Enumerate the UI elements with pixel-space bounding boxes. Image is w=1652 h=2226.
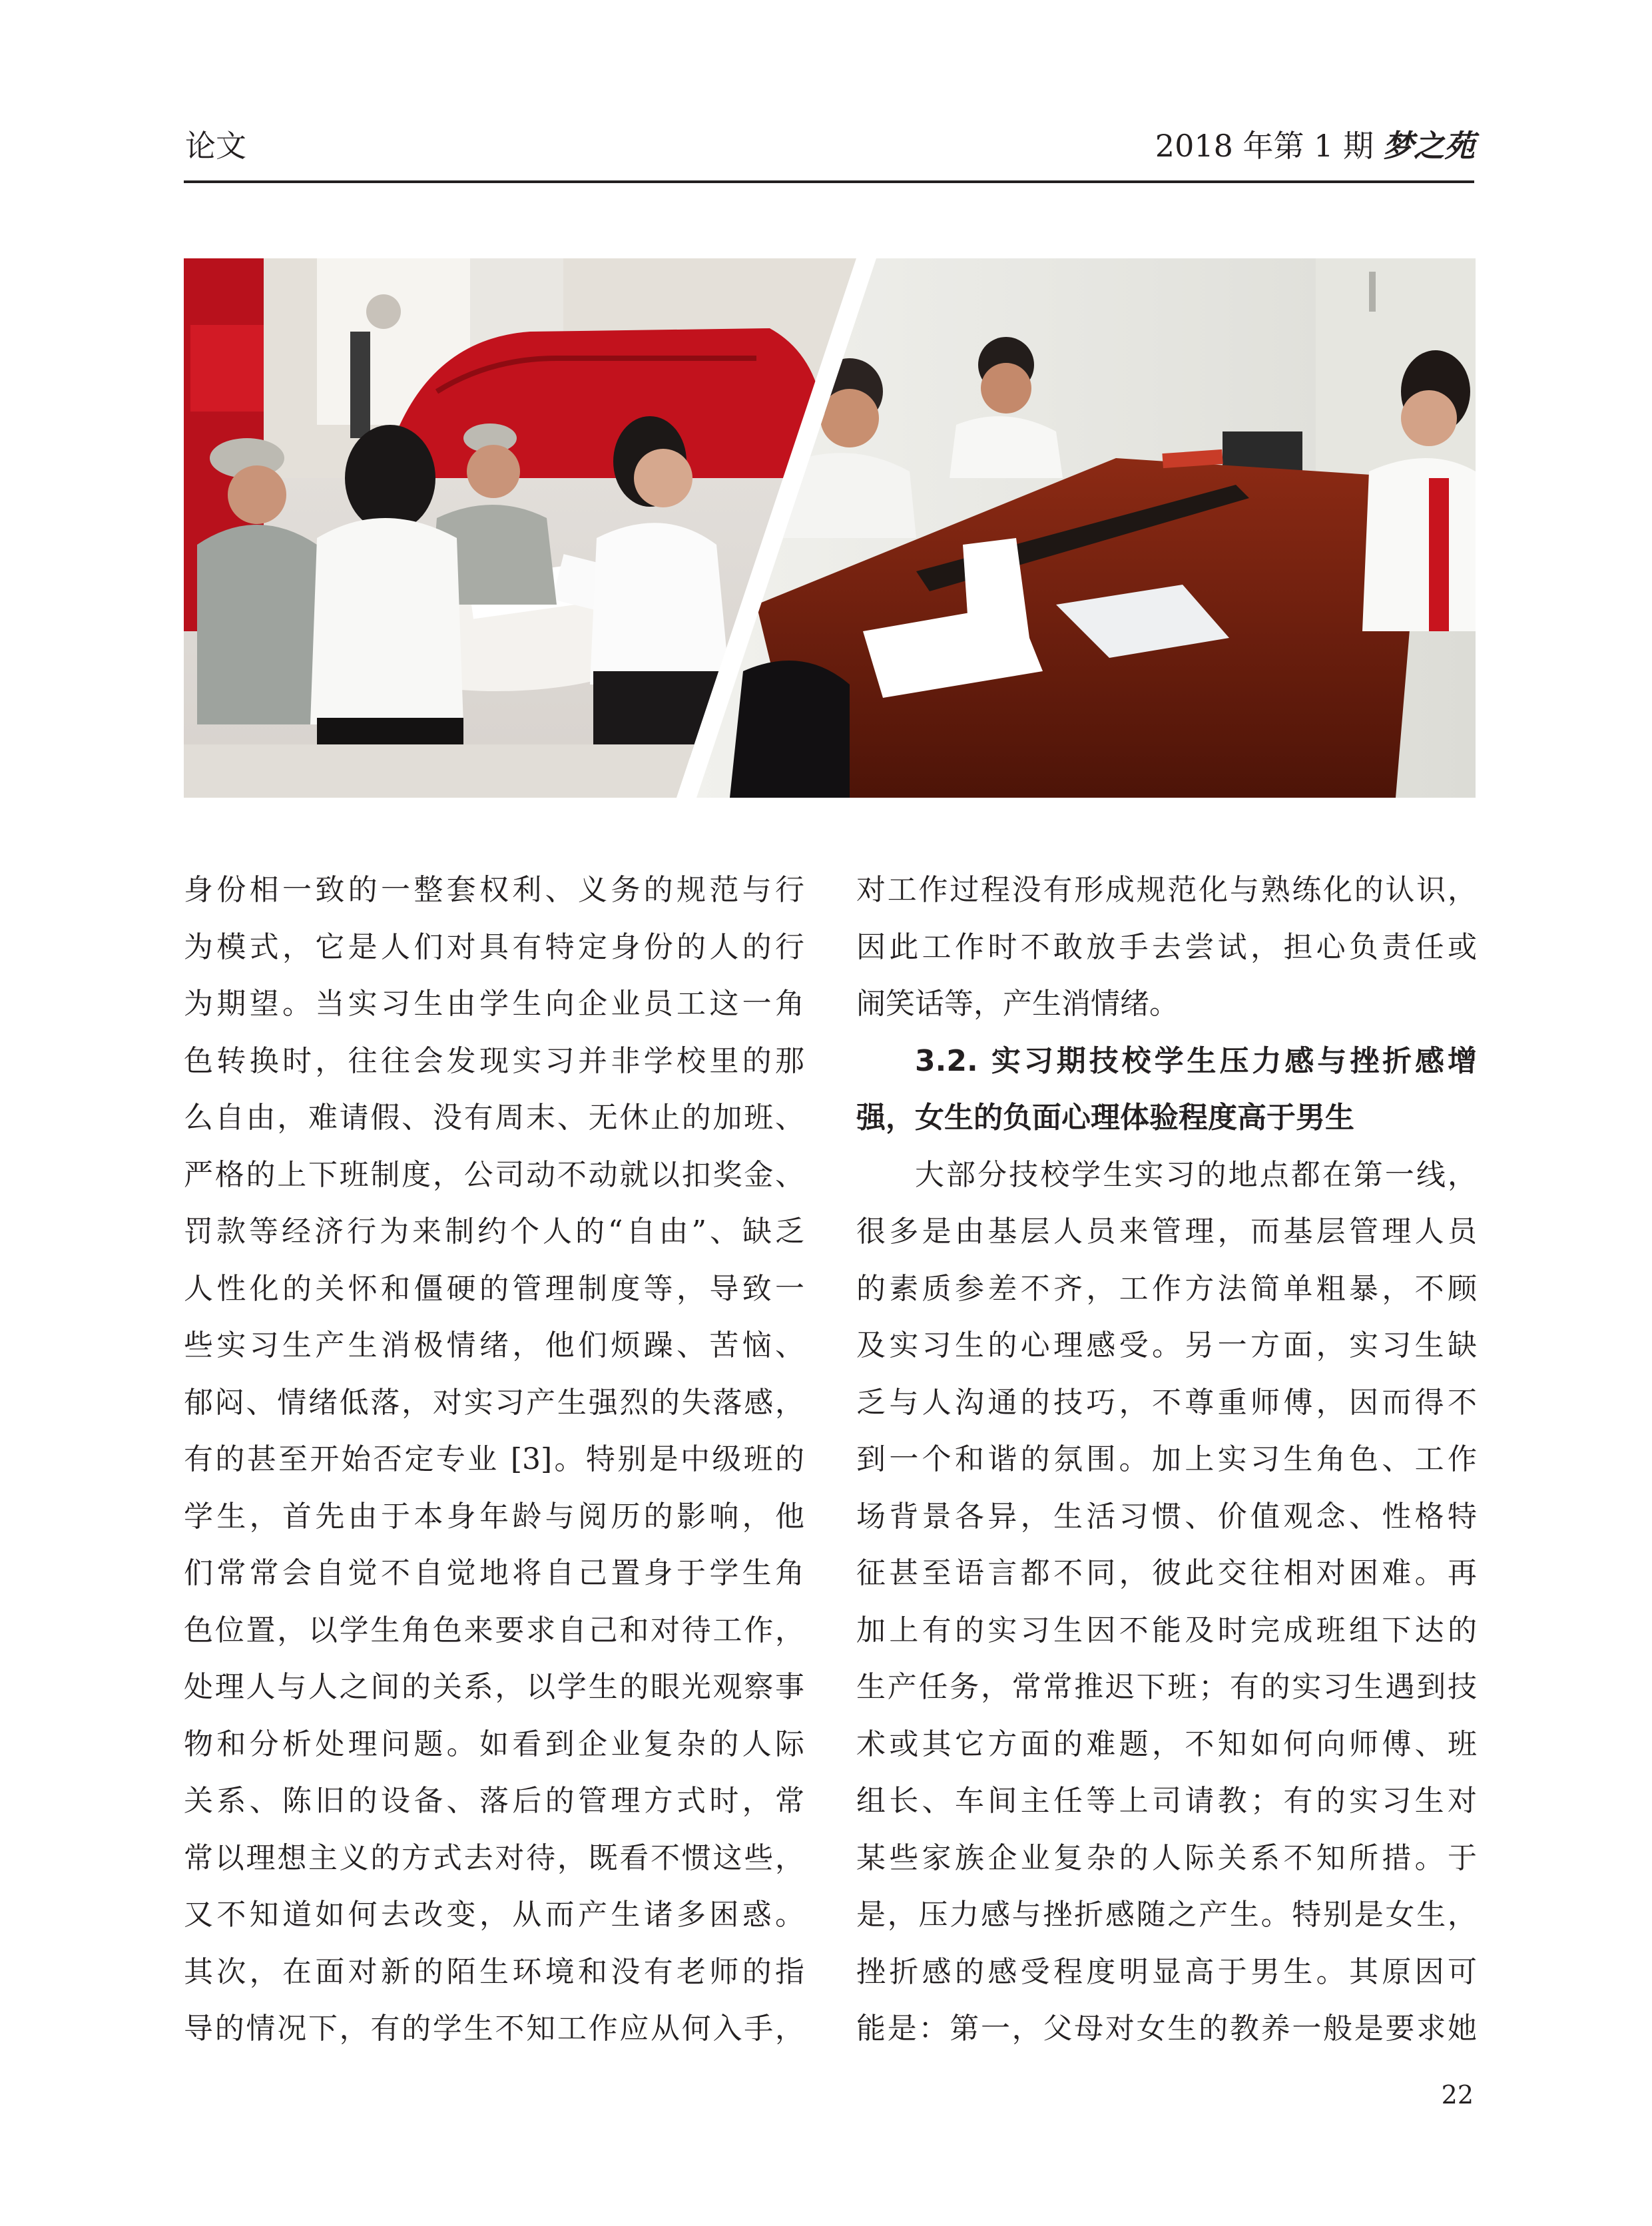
text-line: 很多是由基层人员来管理，而基层管理人员 [856, 1215, 1477, 1249]
text-line: 色位置，以学生角色来要求自己和对待工作， [184, 1613, 804, 1647]
text-line: 为模式，它是人们对具有特定身份的人的行 [184, 930, 804, 964]
text-line: 罚款等经济行为来制约个人的“自由”、缺乏 [184, 1215, 804, 1249]
text-line: 加上有的实习生因不能及时完成班组下达的 [856, 1613, 1477, 1647]
text-line: 色转换时，往往会发现实习并非学校里的那 [184, 1043, 804, 1078]
text-line: 能是：第一，父母对女生的教养一般是要求她 [856, 2012, 1477, 2046]
text-line: 到一个和谐的氛围。加上实习生角色、工作 [856, 1442, 1477, 1476]
left-column [184, 862, 804, 2058]
text-line: 乏与人沟通的技巧，不尊重师傅，因而得不 [856, 1385, 1477, 1420]
text-line: 身份相一致的一整套权利、义务的规范与行 [184, 873, 804, 907]
text-line: 关系、陈旧的设备、落后的管理方式时，常 [184, 1784, 804, 1818]
text-line: 术或其它方面的难题，不知如何向师傅、班 [856, 1727, 1477, 1761]
text-line: 么自由，难请假、没有周末、无休止的加班、 [184, 1101, 804, 1135]
magazine-logo: 梦之苑 [1383, 128, 1475, 164]
text-line: 处理人与人之间的关系，以学生的眼光观察事 [184, 1670, 804, 1704]
text-line: 学生，首先由于本身年龄与阅历的影响，他 [184, 1499, 804, 1533]
text-line: 是，压力感与挫折感随之产生。特别是女生， [856, 1898, 1477, 1932]
section-heading: 3.2. 实习期技校学生压力感与挫折感增 [915, 1043, 1477, 1078]
text-line: 些实习生产生消极情绪，他们烦躁、苦恼、 [184, 1328, 804, 1362]
text-line: 生产任务，常常推迟下班；有的实习生遇到技 [856, 1670, 1477, 1704]
text-line: 征甚至语言都不同，彼此交往相对困难。再 [856, 1556, 1477, 1590]
text-line: 大部分技校学生实习的地点都在第一线， [915, 1157, 1477, 1192]
text-line: 严格的上下班制度，公司动不动就以扣奖金、 [184, 1157, 804, 1192]
text-line: 又不知道如何去改变，从而产生诸多困惑。 [184, 1898, 804, 1932]
text-line: 有的甚至开始否定专业 [3]。特别是中级班的 [184, 1442, 804, 1476]
text-line: 郁闷、情绪低落，对实习产生强烈的失落感， [184, 1385, 804, 1420]
right-column [856, 862, 1477, 2058]
text-line: 们常常会自觉不自觉地将自己置身于学生角 [184, 1556, 804, 1590]
text-line: 常以理想主义的方式去对待，既看不惯这些， [184, 1840, 804, 1875]
text-line: 场背景各异，生活习惯、价值观念、性格特 [856, 1499, 1477, 1533]
page-number: 22 [1441, 2080, 1474, 2109]
section-heading: 强，女生的负面心理体验程度高于男生 [856, 1101, 1354, 1135]
header-issue [1155, 128, 1475, 164]
text-line: 某些家族企业复杂的人际关系不知所措。于 [856, 1840, 1477, 1875]
text-line: 因此工作时不敢放手去尝试，担心负责任或 [856, 930, 1477, 964]
issue-label: 2018 年第 1 期 [1155, 128, 1374, 164]
text-line: 其次，在面对新的陌生环境和没有老师的指 [184, 1954, 804, 1989]
text-line: 挫折感的感受程度明显高于男生。其原因可 [856, 1954, 1477, 1989]
text-line: 人性化的关怀和僵硬的管理制度等，导致一 [184, 1271, 804, 1306]
text-line: 为期望。当实习生由学生向企业员工这一角 [184, 987, 804, 1021]
text-line: 组长、车间主任等上司请教；有的实习生对 [856, 1784, 1477, 1818]
text-line: 对工作过程没有形成规范化与熟练化的认识， [856, 873, 1477, 907]
text-line: 闹笑话等，产生消情绪。 [856, 987, 1179, 1021]
text-line: 物和分析处理问题。如看到企业复杂的人际 [184, 1727, 804, 1761]
text-line: 导的情况下，有的学生不知工作应从何入手， [184, 2012, 804, 2046]
text-line: 的素质参差不齐，工作方法简单粗暴，不顾 [856, 1271, 1477, 1306]
text-line: 及实习生的心理感受。另一方面，实习生缺 [856, 1328, 1477, 1362]
header-rule [184, 180, 1474, 183]
header-section-label: 论文 [185, 128, 246, 164]
figure [184, 258, 1476, 798]
